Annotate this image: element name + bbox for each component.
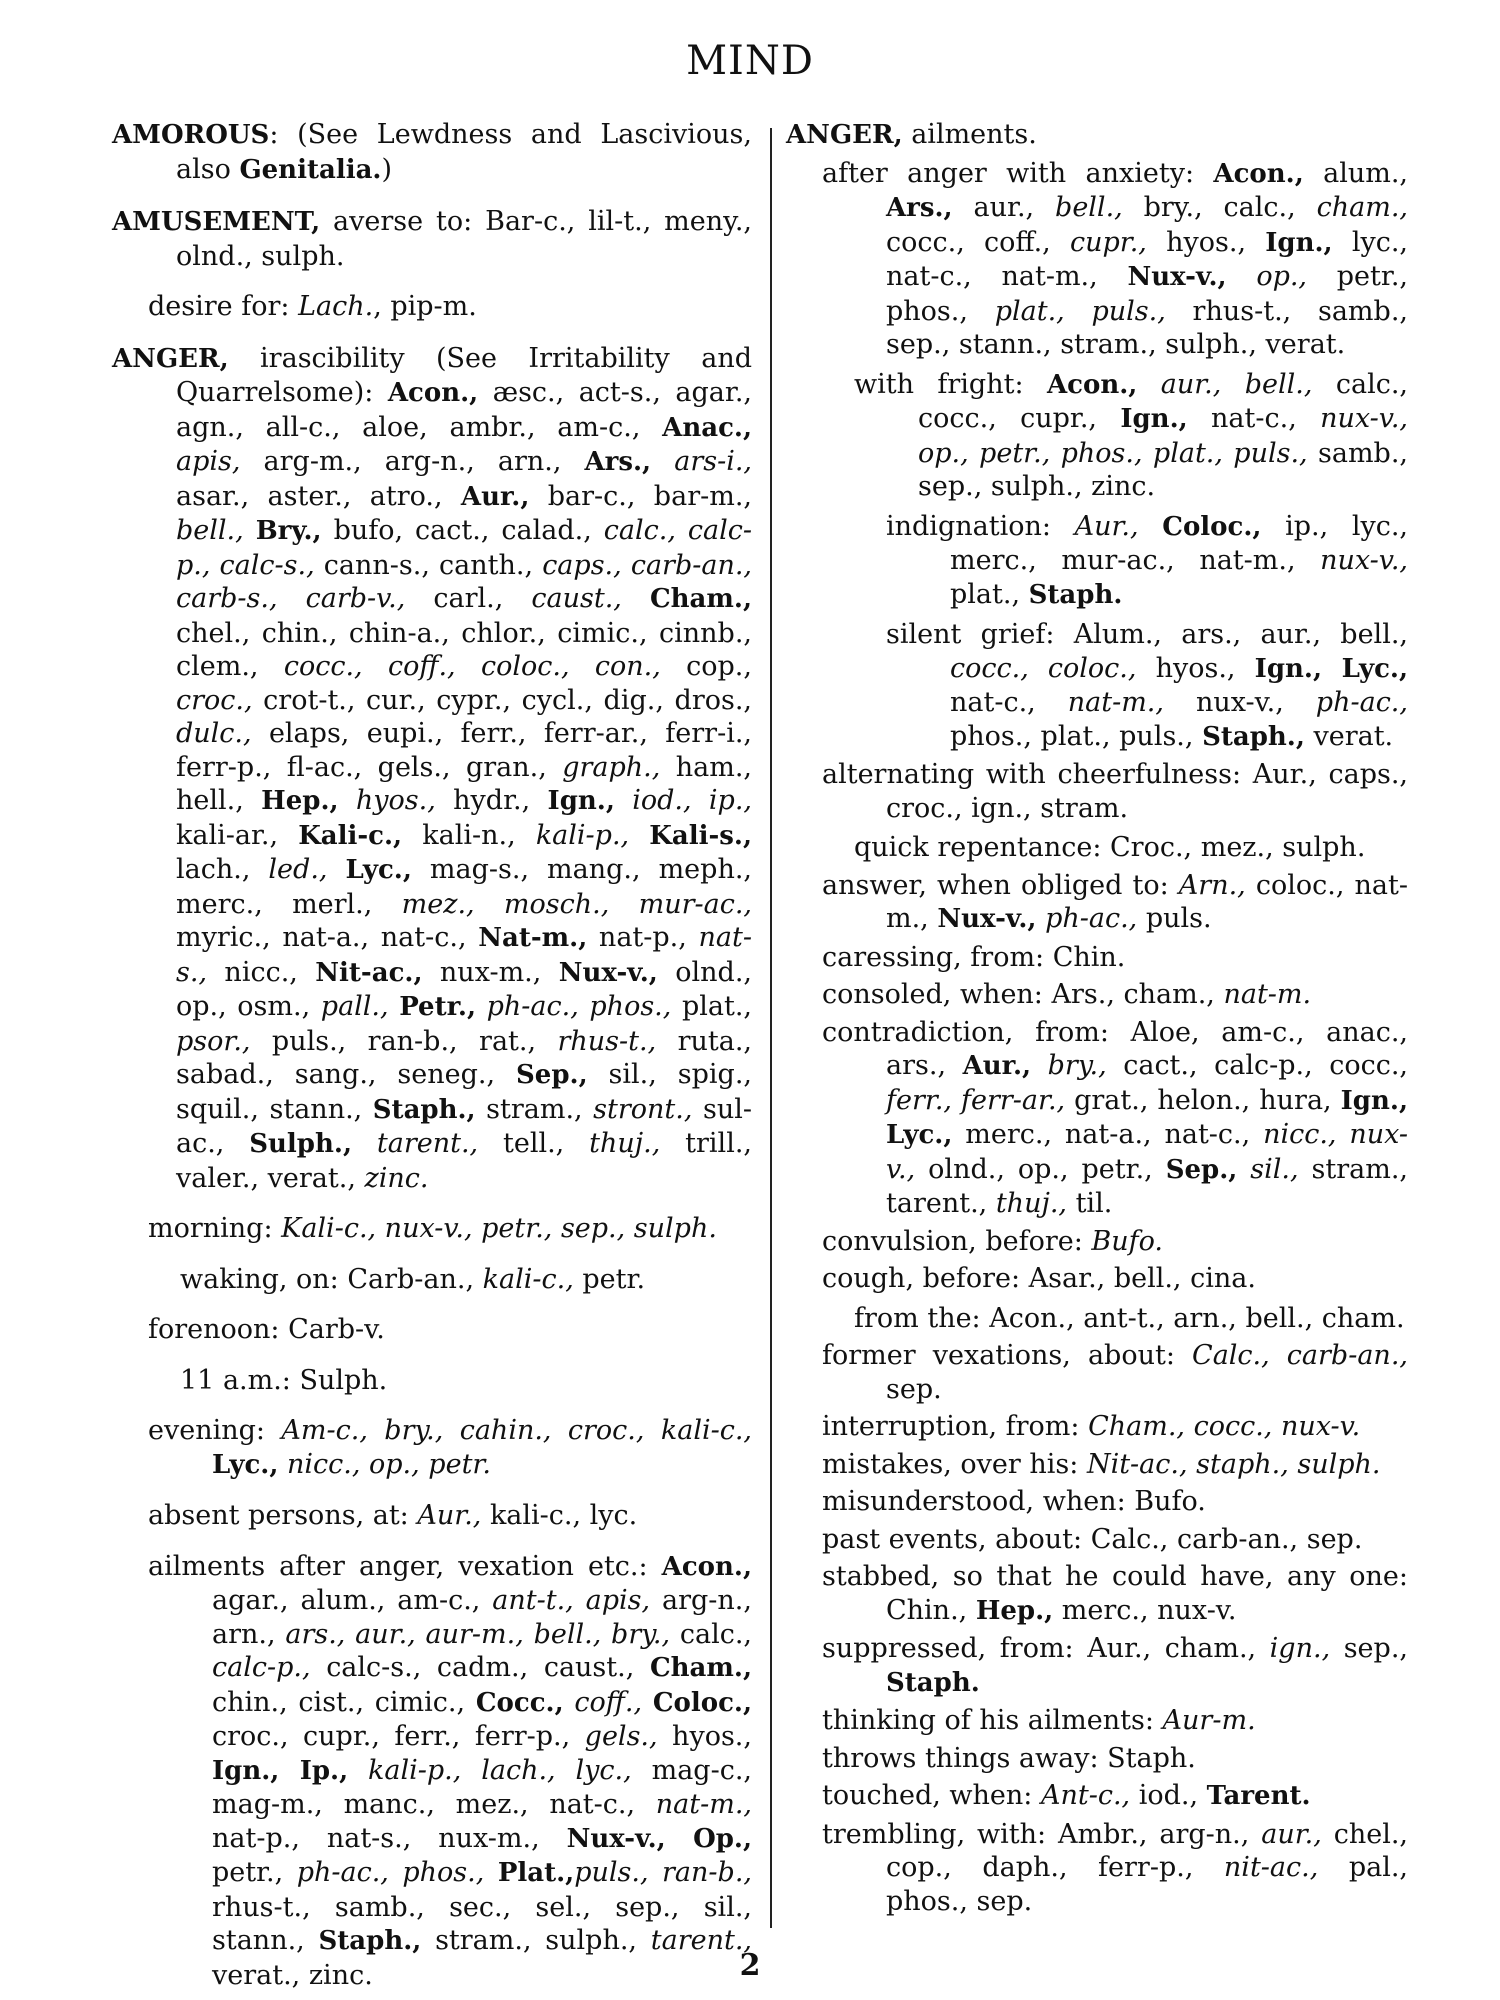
remedy-italic: cupr., <box>1069 226 1147 258</box>
entry-text <box>339 785 356 816</box>
remedy-bold: Staph., <box>372 1094 476 1125</box>
entry-text: bar-c., bar-m., <box>529 480 752 512</box>
remedy-italic: apis, <box>176 446 241 477</box>
entry-text: throws things away: Staph. <box>822 1742 1196 1774</box>
remedy-italic: nicc., nux-v., <box>886 1119 1409 1185</box>
remedy-bold: Hep., <box>975 1595 1054 1626</box>
entry-text: coloc., nat-m., <box>886 869 1408 934</box>
entry-text: carl., <box>405 583 532 614</box>
remedy-italic: Kali-c., nux-v., petr., sep., sulph. <box>281 1213 717 1244</box>
entry-text: pal., phos., sep. <box>886 1852 1408 1917</box>
entry-text: myric., nat-a., nat-c., <box>176 922 479 953</box>
right-entry <box>854 368 1408 504</box>
left-entry <box>148 1499 752 1533</box>
remedy-italic: aur., <box>1261 1818 1322 1850</box>
remedy-bold: Coloc., <box>652 1687 753 1718</box>
entry-text <box>1139 511 1163 542</box>
remedy-italic: hyos., <box>355 785 436 816</box>
remedy-bold: Nux-v., <box>558 957 658 988</box>
entry-text: ruta., sabad., sang., seneg., <box>176 1025 752 1090</box>
entry-text: suppressed, from: Aur., cham., <box>822 1633 1270 1664</box>
remedy-italic: Bufo. <box>1091 1225 1164 1257</box>
entry-text: merc., nux-v. <box>1053 1594 1237 1626</box>
entry-text: answer, when obliged to: <box>822 869 1179 901</box>
entry-text <box>651 446 674 477</box>
entry-text: stram., sulph., <box>421 1925 651 1956</box>
entry-text: kali-c., lyc. <box>481 1500 638 1531</box>
entry-text: nicc., <box>207 956 316 988</box>
remedy-bold: Ign., <box>1120 404 1188 434</box>
remedy-italic: caps., carb-an., carb-s., carb-v., <box>176 549 753 614</box>
entry-text: olnd., op., osm., <box>176 956 752 1022</box>
entry-text: morning: <box>148 1213 282 1244</box>
remedy-bold: Sep., <box>516 1060 588 1090</box>
entry-text: consoled, when: Ars., cham., <box>822 979 1224 1010</box>
remedy-italic: puls., ran-b., <box>574 1857 752 1888</box>
remedy-bold: Petr., <box>399 992 477 1022</box>
right-entry <box>854 1302 1408 1336</box>
left-entry <box>112 342 752 1196</box>
entry-text: nat-c., <box>950 687 1068 718</box>
entry-text: phos., plat., puls., <box>950 720 1203 752</box>
right-entry <box>822 1339 1408 1406</box>
entry-text <box>327 854 345 885</box>
entry-text: verat. <box>1304 720 1394 752</box>
remedy-bold: Ign., <box>1265 227 1333 258</box>
entry-text: æsc., act-s., agar., agn., all-c., aloe, ambr., am-c., <box>176 377 752 443</box>
right-entry <box>822 1742 1408 1776</box>
remedy-italic: ph-ac., <box>1315 687 1408 718</box>
remedy-bold: Coloc., <box>1162 511 1262 542</box>
right-entry <box>822 1225 1408 1259</box>
entry-text: verat., zinc. <box>212 1959 373 1991</box>
entry-text: sul-ac., <box>176 1093 752 1159</box>
right-entry <box>822 1704 1408 1738</box>
entry-text: mistakes, over his: <box>822 1448 1087 1480</box>
remedy-italic: Lach. <box>298 291 374 322</box>
entry-text: ip., lyc., merc., mur-ac., nat-m., <box>950 510 1408 576</box>
entry-text: grat., helon., hura, <box>1065 1084 1341 1116</box>
remedy-italic: mez., mosch., mur-ac., <box>401 888 753 920</box>
remedy-italic: thuj., <box>995 1188 1067 1219</box>
remedy-bold: Anac., <box>662 412 752 443</box>
remedy-italic: Am-c., bry., cahin., croc., kali-c., <box>281 1415 753 1446</box>
remedy-italic: zinc. <box>364 1162 429 1194</box>
entry-text: caressing, from: Chin. <box>822 941 1126 973</box>
entry-text: iod., <box>1130 1780 1207 1811</box>
remedy-italic: cocc., coff., coloc., con., <box>283 651 661 682</box>
remedy-italic: dulc., <box>176 718 252 749</box>
remedy-italic: sil., <box>1250 1153 1299 1185</box>
remedy-italic: ph-ac., <box>1045 903 1138 934</box>
right-entry <box>822 157 1408 362</box>
remedy-bold: Nux-v., Op., <box>566 1823 752 1854</box>
remedy-italic: ant-t., apis, <box>492 1585 651 1616</box>
entry-text: nux-m., <box>422 956 559 988</box>
remedy-bold: Cham., <box>649 584 752 614</box>
entry-text: with fright: <box>854 368 1047 400</box>
remedy-italic: calc-p., <box>212 1652 311 1683</box>
entry-text <box>1237 1154 1250 1185</box>
remedy-italic: rhus-t., <box>557 1025 657 1057</box>
remedy-italic: ph-ac., phos., <box>486 991 672 1022</box>
remedy-bold: Staph. <box>1028 579 1123 610</box>
entry-text <box>564 1687 575 1718</box>
entry-text: chel., cop., daph., ferr-p., <box>886 1818 1409 1883</box>
right-entry <box>822 1560 1408 1628</box>
page-title: MIND <box>686 38 814 84</box>
entry-text: ham., hell., <box>176 751 752 816</box>
entry-text: rhus-t., samb., sep., stann., stram., sulph., verat. <box>886 295 1408 360</box>
remedy-bold: Staph., <box>318 1926 422 1956</box>
remedy-bold: Nux-v., <box>937 904 1037 934</box>
remedy-bold: Acon., <box>661 1551 752 1582</box>
left-entry <box>148 1212 752 1246</box>
remedy-italic: nat-s., <box>176 922 752 988</box>
entry-text: sil., spig., squil., stann., <box>176 1059 752 1125</box>
entry-text: asar., aster., atro., <box>176 480 461 512</box>
entry-text: quick repentance: Croc., mez., sulph. <box>854 832 1366 863</box>
remedy-italic: plat., puls., <box>994 295 1166 327</box>
entry-text: arg-m., arg-n., arn., <box>240 446 585 477</box>
entry-text: absent persons, at: <box>148 1500 418 1531</box>
left-entry <box>148 1550 752 1993</box>
entry-text: alternating with cheerfulness: Aur., caps., croc., ign., stram. <box>822 759 1408 824</box>
entry-text: convulsion, before: <box>822 1225 1092 1257</box>
remedy-bold: Sep., <box>1165 1154 1238 1185</box>
remedy-bold: Ars., <box>886 193 953 223</box>
entry-text: stram., <box>475 1093 594 1125</box>
left-column <box>112 118 752 1992</box>
remedy-bold: Lyc., <box>345 855 412 885</box>
remedy-italic: ign., <box>1269 1633 1331 1664</box>
entry-text: after anger with anxiety: <box>822 157 1214 189</box>
entry-text: petr., <box>212 1857 297 1888</box>
entry-text: ailments after anger, vexation etc.: <box>148 1550 662 1582</box>
entry-text: sep., <box>1330 1633 1408 1664</box>
right-entry <box>822 978 1408 1012</box>
entry-text: cact., calc-p., cocc., <box>1106 1050 1409 1081</box>
left-entry <box>180 1364 752 1398</box>
entry-text <box>1036 903 1045 934</box>
right-entry <box>854 831 1408 865</box>
entry-text: elaps, eupi., ferr., ferr-ar., ferr-i., ferr-p., fl-ac., gels., gran., <box>176 718 752 783</box>
remedy-italic: aur., bell., <box>1160 368 1313 400</box>
entry-text: hyos., <box>1146 226 1266 258</box>
left-entry <box>112 118 752 187</box>
entry-text <box>352 1128 377 1159</box>
remedy-italic: iod., ip., <box>632 785 752 816</box>
entry-text: desire for: <box>148 291 299 322</box>
entry-text <box>278 1449 287 1480</box>
remedy-bold: Ign., Ip., <box>212 1755 349 1786</box>
remedy-italic: calc., calc-p., calc-s., <box>176 515 752 581</box>
remedy-italic: pall., <box>320 991 389 1022</box>
right-entry <box>822 1448 1408 1482</box>
entry-text: calc-s., cadm., caust., <box>310 1652 650 1683</box>
remedy-bold: Cham., <box>649 1653 752 1683</box>
entry-text: hyos., <box>657 1721 752 1752</box>
entry-text: bry., calc., <box>1122 192 1317 223</box>
remedy-italic: nicc., op., petr. <box>287 1448 491 1480</box>
right-column <box>786 118 1408 1918</box>
remedy-italic: cham., <box>1316 192 1408 223</box>
entry-text: calc., <box>670 1618 752 1650</box>
entry-text: chel., chin., chin-a., chlor., cimic., cinnb., clem., <box>176 617 752 682</box>
entry-text <box>629 820 649 851</box>
entry-text <box>244 515 256 546</box>
remedy-italic: led., <box>268 854 328 885</box>
remedy-bold: Plat., <box>497 1858 575 1888</box>
remedy-italic: kali-p., <box>535 819 630 851</box>
remedy-italic: bry., <box>1047 1050 1107 1081</box>
right-entry <box>886 618 1408 754</box>
entry-heading: ANGER, <box>786 120 903 150</box>
remedy-italic: Calc., carb-an., <box>1192 1340 1408 1371</box>
right-entry <box>822 1818 1408 1919</box>
entry-text: from the: Acon., ant-t., arn., bell., cham. <box>854 1302 1405 1334</box>
entry-text <box>1227 261 1257 292</box>
entry-text: olnd., op., petr., <box>915 1153 1166 1185</box>
entry-text: cann-s., canth., <box>314 549 543 581</box>
remedy-italic: Cham., cocc., nux-v. <box>1088 1411 1361 1442</box>
remedy-italic: Aur., <box>1074 510 1139 542</box>
remedy-italic: Arn., <box>1178 869 1246 901</box>
entry-text: tell., <box>478 1128 590 1159</box>
remedy-bold: Aur., <box>962 1051 1032 1081</box>
remedy-bold: Ign., <box>547 786 615 816</box>
remedy-bold: Cocc., <box>475 1687 564 1718</box>
remedy-italic: ars., aur., aur-m., bell., bry., <box>285 1618 671 1650</box>
entry-text: croc., cupr., ferr., ferr-p., <box>212 1721 585 1752</box>
remedy-bold: Genitalia. <box>239 154 382 185</box>
remedy-bold: Acon., <box>1213 158 1304 189</box>
entry-text: trembling, with: Ambr., arg-n., <box>822 1818 1262 1850</box>
right-entry <box>822 1779 1408 1814</box>
entry-text <box>642 1687 653 1718</box>
entry-text: mag-s., mang., meph., merc., merl., <box>176 854 752 920</box>
entry-text: calc., cocc., cupr., <box>918 368 1409 434</box>
right-entry <box>822 1016 1408 1221</box>
remedy-italic: nat-m., <box>655 1789 752 1820</box>
remedy-bold: Ign., Lyc., <box>1254 653 1408 684</box>
remedy-italic: kali-c., <box>482 1263 574 1295</box>
left-entry <box>180 1263 752 1297</box>
remedy-bold: Tarent. <box>1206 1781 1311 1811</box>
entry-text: arg-n., arn., <box>212 1585 752 1650</box>
page-number: 2 <box>739 1948 761 1983</box>
entry-text: irascibility (See Irritability and Quarrelsome): <box>176 342 752 408</box>
entry-text: rhus-t., samb., sec., sel., sep., sil., stann., <box>212 1891 752 1956</box>
entry-text: misunderstood, when: Bufo. <box>822 1486 1206 1517</box>
right-entry <box>822 1523 1408 1557</box>
entry-text: waking, on: Carb-an., <box>180 1263 483 1295</box>
entry-text: ailments. <box>902 119 1037 150</box>
entry-text: : (See Lewdness and Lascivious, also <box>176 119 752 185</box>
entry-text: mag-c., mag-m., manc., mez., nat-c., <box>212 1754 752 1820</box>
entry-text: past events, about: Calc., carb-an., sep. <box>822 1523 1363 1555</box>
remedy-italic: tarent., <box>376 1128 479 1159</box>
entry-text <box>484 1857 497 1888</box>
remedy-italic: nat-m. <box>1223 979 1312 1010</box>
entry-text: alum., <box>1303 157 1408 189</box>
entry-text: crot-t., cur., cypr., cycl., dig., dros., <box>252 684 752 716</box>
entry-text: merc., nat-a., nat-c., <box>952 1119 1264 1150</box>
remedy-bold: Kali-s., <box>649 820 752 851</box>
remedy-italic: nux-v., op., petr., phos., plat., puls., <box>918 403 1408 469</box>
entry-text: nux-v., <box>1163 687 1316 718</box>
remedy-italic: tarent., <box>650 1925 752 1956</box>
entry-text <box>615 785 632 816</box>
entry-text <box>348 1755 368 1786</box>
entry-text: puls. <box>1137 903 1212 934</box>
remedy-bold: Ign., Lyc., <box>886 1085 1408 1150</box>
remedy-italic: ferr., ferr-ar., <box>886 1084 1066 1116</box>
entry-text: cough, before: Asar., bell., cina. <box>822 1263 1256 1294</box>
entry-text: bufo, cact., calad., <box>321 515 604 546</box>
left-entry <box>148 1313 752 1347</box>
entry-text: kali-ar., <box>176 819 299 851</box>
entry-text: til. <box>1067 1188 1113 1219</box>
remedy-bold: Sulph., <box>249 1129 352 1159</box>
right-entry <box>822 1485 1408 1519</box>
entry-text: hydr., <box>435 785 548 816</box>
right-entry <box>822 1262 1408 1296</box>
entry-text: sep. <box>886 1373 942 1405</box>
right-entry <box>822 941 1408 975</box>
remedy-italic: coff., <box>574 1686 643 1718</box>
remedy-italic: croc., <box>176 684 253 716</box>
entry-text: trill., valer., verat., <box>176 1128 752 1194</box>
entry-text: hyos., <box>1136 652 1255 684</box>
remedy-bold: Nat-m., <box>478 923 588 953</box>
entry-text: forenoon: Carb-v. <box>148 1314 385 1345</box>
entry-text: touched, when: <box>822 1780 1041 1811</box>
entry-text: cop., <box>660 651 752 682</box>
entry-text: lach., <box>176 854 269 885</box>
entry-text: contradiction, from: Aloe, am-c., anac., ars., <box>822 1016 1408 1081</box>
entry-text: ) <box>381 153 393 185</box>
entry-text: puls., ran-b., rat., <box>250 1025 558 1057</box>
right-entry <box>786 118 1408 153</box>
right-entry <box>822 1632 1408 1700</box>
entry-text: stabbed, so that he could have, any one: Chin., <box>822 1561 1408 1626</box>
remedy-bold: Hep., <box>261 786 339 816</box>
remedy-italic: graph., <box>562 751 661 783</box>
left-entry <box>148 1414 752 1482</box>
right-entry <box>822 1410 1408 1444</box>
entry-text: interruption, from: <box>822 1411 1089 1442</box>
remedy-italic: caust., <box>531 583 622 614</box>
entry-heading: AMUSEMENT, <box>112 207 321 237</box>
entry-text <box>1137 369 1160 400</box>
remedy-bold: Aur., <box>460 481 530 512</box>
entry-text <box>476 991 487 1022</box>
entry-text <box>622 583 650 614</box>
remedy-italic: bell., <box>1055 192 1123 223</box>
entry-heading: ANGER, <box>112 343 229 374</box>
entry-text: silent grief: Alum., ars., aur., bell., <box>886 619 1408 650</box>
entry-text <box>389 991 400 1022</box>
entry-text: lyc., nat-c., nat-m., <box>886 226 1408 292</box>
remedy-italic: Aur., <box>417 1500 482 1531</box>
remedy-italic: nux-v., <box>1320 545 1408 576</box>
remedy-bold: Acon., <box>1046 369 1138 400</box>
entry-text: stram., tarent., <box>886 1153 1409 1219</box>
column-divider <box>770 128 772 1928</box>
entry-text: aur., <box>952 192 1056 223</box>
entry-text: thinking of his ailments: <box>822 1705 1163 1736</box>
remedy-bold: Lyc., <box>212 1449 279 1480</box>
remedy-italic: psor., <box>176 1025 251 1057</box>
remedy-bold: Staph., <box>1202 721 1305 752</box>
remedy-bold: Bry., <box>255 516 322 546</box>
remedy-italic: ars-i., <box>674 446 753 477</box>
remedy-italic: ph-ac., phos., <box>296 1857 485 1888</box>
remedy-italic: bell., <box>176 515 244 546</box>
remedy-bold: Ars., <box>584 447 652 477</box>
right-entry <box>886 510 1408 613</box>
remedy-italic: op., <box>1256 261 1308 292</box>
remedy-bold: Kali-c., <box>298 820 403 851</box>
entry-text: plat., <box>671 991 752 1022</box>
entry-text: petr. <box>573 1263 646 1295</box>
entry-text: plat., <box>950 578 1029 610</box>
entry-heading: AMOROUS <box>112 120 270 150</box>
remedy-bold: Staph. <box>886 1667 980 1698</box>
entry-text <box>1031 1050 1048 1081</box>
entry-text: former vexations, about: <box>822 1340 1193 1371</box>
remedy-bold: Nit-ac., <box>315 957 423 988</box>
remedy-bold: Acon., <box>387 378 479 408</box>
entry-text: petr., phos., <box>886 261 1408 327</box>
right-entry <box>822 758 1408 825</box>
remedy-italic: cocc., coloc., <box>950 652 1137 684</box>
entry-text: agar., alum., am-c., <box>212 1585 493 1616</box>
remedy-italic: nit-ac., <box>1223 1852 1319 1883</box>
entry-text: samb., sep., sulph., zinc. <box>918 437 1408 502</box>
remedy-italic: nat-m., <box>1067 687 1164 718</box>
remedy-italic: kali-p., lach., lyc., <box>368 1754 632 1786</box>
entry-text: nat-p., nat-s., nux-m., <box>212 1822 567 1854</box>
remedy-bold: Nux-v., <box>1127 262 1227 292</box>
entry-text: nat-c., <box>1187 403 1321 434</box>
left-entry <box>148 290 752 324</box>
right-entry <box>822 869 1408 937</box>
remedy-italic: Nit-ac., staph., sulph. <box>1086 1448 1381 1480</box>
remedy-italic: Ant-c., <box>1040 1780 1131 1811</box>
left-entry <box>112 205 752 273</box>
entry-text: nat-p., <box>587 922 699 953</box>
entry-text: , pip-m. <box>373 291 477 322</box>
remedy-italic: thuj., <box>589 1128 661 1159</box>
entry-text: 11 a.m.: Sulph. <box>180 1364 388 1396</box>
entry-text: kali-n., <box>402 819 536 851</box>
entry-text: evening: <box>148 1415 282 1446</box>
entry-text: averse to: Bar-c., lil-t., meny., olnd., sulph. <box>176 206 752 272</box>
entry-text: indignation: <box>886 510 1075 542</box>
remedy-italic: Aur-m. <box>1162 1705 1256 1736</box>
remedy-italic: gels., <box>584 1721 658 1752</box>
remedy-italic: stront., <box>593 1093 693 1125</box>
entry-text: cocc., coff., <box>886 226 1070 258</box>
entry-text: chin., cist., cimic., <box>212 1686 476 1718</box>
